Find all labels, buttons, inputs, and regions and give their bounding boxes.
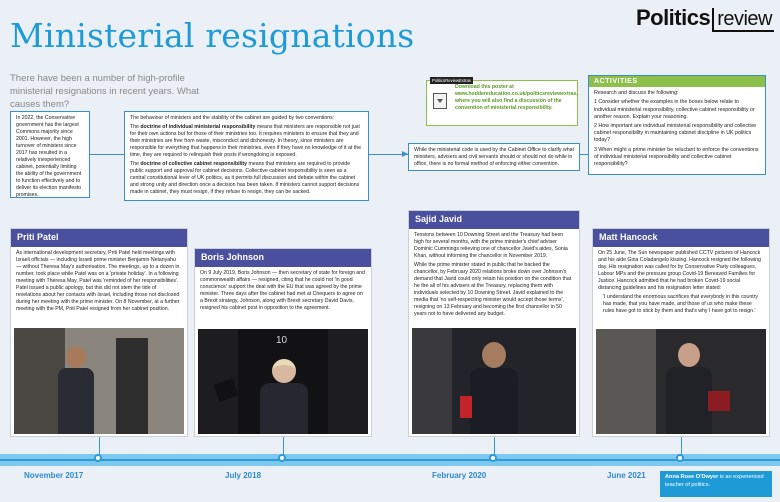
poster-download-box — [426, 80, 578, 126]
timeline-date-nov-2017: November 2017 — [24, 471, 84, 480]
box-2022-text: In 2022, the Conservative government has the largest Commons majority since 2001. However, the high turnover of ministers since 2017 has resulted in a relatively inexperienced cabinet, potentially limiting the ability of the government to function effectively and to deliver its election manifesto promises. — [16, 115, 82, 198]
activities-q3: 3 When might a prime minister be reluctant to enforce the conventions of individual ministerial responsibility and collective cabinet responsibility? — [594, 146, 759, 168]
conventions-collective: The doctrine of collective cabinet responsibility means that ministers are required to provide public support and approval for cabinet decisions. Collective cabinet responsibility is seen as a central constitutional lever of UK politics, as it permits full discussion and debate within the cabinet and strong unity and direction once a decision has been taken. If ministers cannot support decisions made in cabinet, they must resign, if they refuse to resign, they can be sacked. — [130, 161, 360, 195]
ministerial-code-box — [408, 143, 580, 171]
timeline-stem — [283, 437, 284, 455]
activities-q2: 2 How important are individual ministerial responsibility and collective cabinet responsibility in maintaining cabinet discipline in UK politics today? — [594, 123, 757, 144]
panel-sajid-javid — [408, 210, 580, 437]
panel-text: On 9 July 2019, Boris Johnson — then secretary of state for foreign and commonwealth affairs — resigned, citing that he could not 'in good conscience' support the deal with the EU that was agreed by the prime minister. Three days after the cabinet had met at Chequers to agree on a Brexit strategy, Johnson, along with Brexit secretary David Davis, resigned his cabinet post in opposition to the agreement. — [200, 270, 365, 311]
panel-title: Boris Johnson — [195, 249, 371, 267]
door-number: 10 — [276, 335, 288, 346]
poster-line1: Download this poster at — [455, 84, 514, 90]
timeline-date-feb-2020: February 2020 — [432, 471, 487, 480]
activities-intro: Research and discuss the following: — [594, 90, 679, 97]
timeline-stem — [681, 437, 682, 455]
author-desc: is an experienced teacher of politics. — [665, 474, 764, 488]
poster-tag: PoliticsReviewExtras — [432, 78, 471, 83]
panel-title: Matt Hancock — [593, 229, 769, 247]
photo-sajid-javid — [412, 328, 576, 434]
conventions-box — [124, 111, 369, 201]
photo-boris-johnson — [198, 329, 368, 434]
intro-text: There have been a number of high-profile ministerial resignations in recent years. What causes them? — [10, 73, 200, 110]
activities-heading: ACTIVITIES — [589, 76, 765, 87]
timeline-marker — [278, 454, 286, 462]
timeline-marker — [676, 454, 684, 462]
timeline-line — [0, 459, 780, 461]
author-name: Anna Rose O'Dwyer — [665, 474, 719, 480]
panel-title: Priti Patel — [11, 229, 187, 247]
activities-box — [588, 75, 766, 175]
panel-boris-johnson — [194, 248, 372, 437]
timeline-marker — [94, 454, 102, 462]
panel-title: Sajid Javid — [409, 211, 579, 229]
panel-matt-hancock — [592, 228, 770, 437]
politics-review-logo — [636, 5, 774, 31]
timeline-marker — [489, 454, 497, 462]
poster-link[interactable]: www.hoddereducation.co.uk/politicsreviewextras — [455, 91, 577, 97]
timeline-stem — [99, 437, 100, 455]
box-2022 — [10, 111, 90, 198]
panel-text: On 25 June, The Sun newspaper published CCTV pictures of Hancock and his aide Gina Coladangelo kissing. Hancock resigned the following day. His resignation was called for by Conservative Party colleagues, Labour MPs and the pressure group Covid-19 Bereaved Families for Justice. Hancock admitted that he had broken Covid-19 social distancing guidelines and his resignation letter stated: — [598, 250, 761, 291]
author-box — [660, 471, 772, 497]
panel-text: Tensions between 10 Downing Street and the Treasury had been high for several months, with the prime minister's chief adviser Dominic Cummings relieving one of chancellor Javid's aides, Sonia Khan, without informing the chancellor in November 2019. — [414, 232, 568, 259]
photo-priti-patel — [14, 328, 184, 434]
poster-line3: , where you will also find a discussion of the convention of ministerial responsibility. — [455, 91, 578, 111]
conventions-individual: The doctrine of individual ministerial responsibility means that ministers are responsible not just for their own actions but for those of their ministries too. It requires ministers to ensure that they and their ministries are free from waste, misconduct and dishonesty. In theory, since ministers are responsible for everything that happens in their ministries, even if they have no knowledge of it at the time, they are required to relinquish their posts if wrongdoing is exposed. — [130, 124, 361, 158]
connector-line — [88, 154, 124, 155]
download-icon — [433, 93, 447, 109]
timeline-date-jun-2021: June 2021 — [607, 471, 646, 480]
photo-matt-hancock — [596, 329, 766, 434]
panel-priti-patel — [10, 228, 188, 437]
ministerial-code-text: While the ministerial code is used by the Cabinet Office to clarify what ministers, advisers and civil servants should or should not do while in office, there is no formal method of enforcing either convention. — [414, 147, 574, 167]
logo-main: Politics — [635, 5, 711, 30]
activities-q1: 1 Consider whether the examples in the boxes below relate to individual ministerial responsibility, collective cabinet responsibility or another reason. Explain your reasoning. — [594, 99, 755, 120]
panel-text: While the prime minister stated in public that he backed the chancellor, by February 2020 relations broke down over Johnson's demand that Javid could only retain his position on the condition that he fire all of his advisers at the Treasury, replacing them with individuals selected by 10 Downing Street. Javid explained to the media that 'no self-respecting minister would accept those terms', resigning on 13 February and becoming the first chancellor in 50 years not to have delivered any budget. — [414, 262, 572, 317]
logo-sub: review — [712, 8, 774, 32]
timeline-date-jul-2018: July 2018 — [225, 471, 262, 480]
conventions-lead: The behaviour of ministers and the stability of the cabinet are guided by two conventions: — [130, 115, 335, 121]
panel-quote: 'I understand the enormous sacrifices that everybody in this country has made, that you have made, and those of us who make these rules have got to stick by them and that's why I have got to resign.' — [603, 294, 758, 314]
timeline-stem — [494, 437, 495, 455]
page-title: Ministerial resignations — [10, 16, 415, 55]
panel-text: As international development secretary, Priti Patel held meetings with Israeli officials — including Israeli prime minister Benjamin Netanyahu — without Theresa May's authorisation. The meetings, up to a dozen in number, took place while Patel was on a 'private holiday'. In a following meeting with Theresa May, Patel was 'reminded of her responsibilities'. Patel issued a public apology, but this did not stem the tide of revelations about her contacts with Israel, including those not disclosed during her meeting with the prime minister. On 8 November, at a further meeting with the PM, Priti Patel resigned from her cabinet position. — [16, 250, 180, 312]
